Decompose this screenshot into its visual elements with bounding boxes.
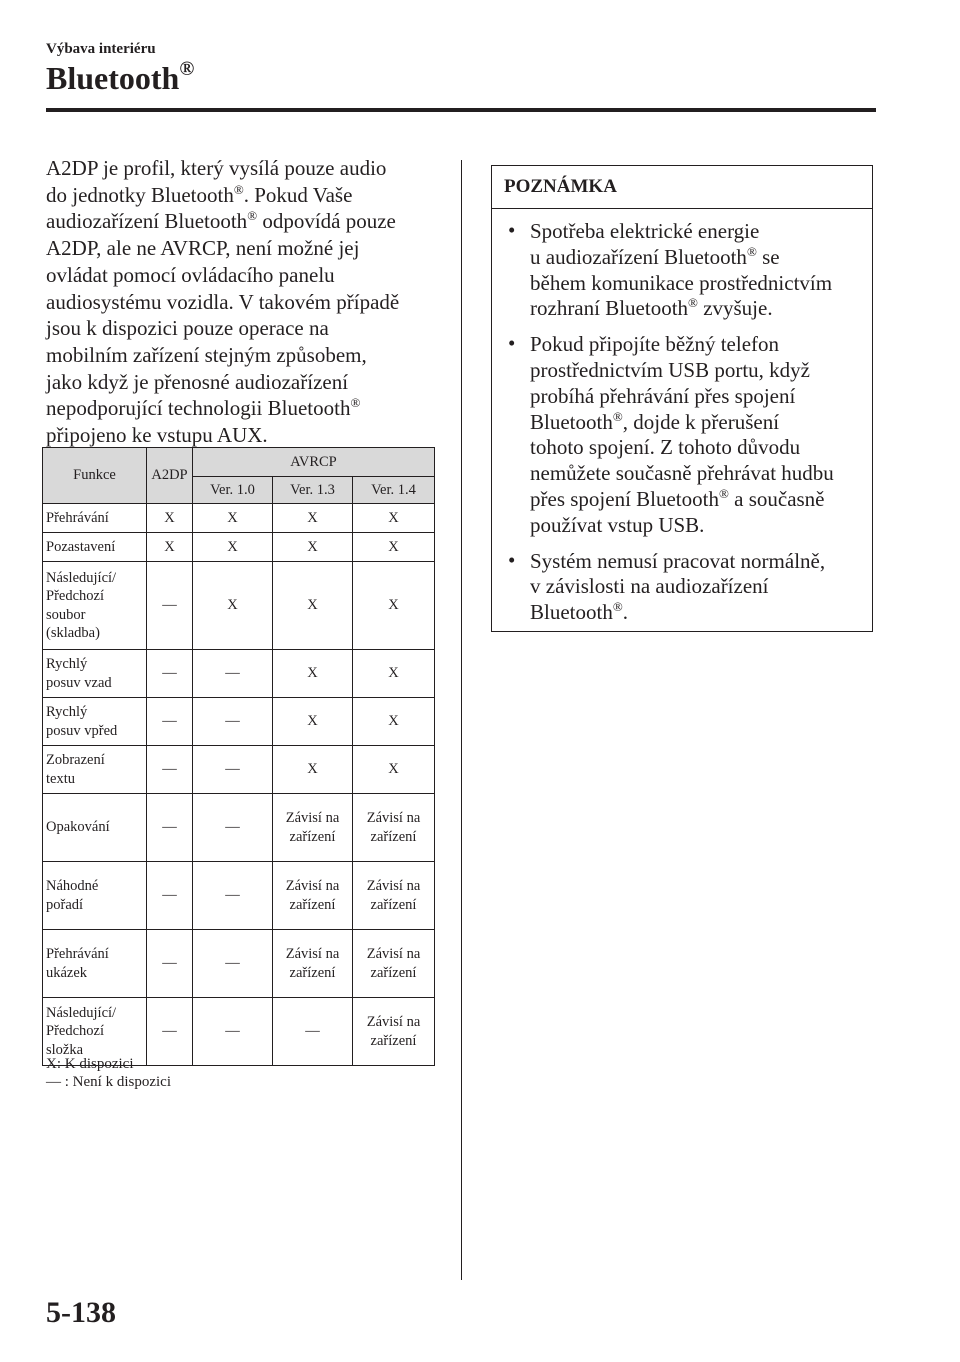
value-cell: — <box>193 930 273 998</box>
value-cell: Závisí na zařízení <box>353 930 435 998</box>
table-row <box>43 533 435 562</box>
page-title-text: Bluetooth <box>46 60 180 96</box>
bullet: • <box>508 547 516 572</box>
table-row <box>43 698 435 746</box>
value-cell: — <box>147 746 193 794</box>
value-cell: — <box>147 862 193 930</box>
table-row <box>43 650 435 698</box>
function-cell: Následující/ Předchozí soubor (skladba) <box>43 562 147 650</box>
header-ver-1-0: Ver. 1.0 <box>193 477 273 504</box>
function-cell: Pozastavení <box>43 533 147 562</box>
bullet: • <box>508 331 516 356</box>
note-item: • Systém nemusí pracovat normálně, v závislosti na audiozařízení Bluetooth®. <box>508 547 826 625</box>
value-cell: X <box>353 504 435 533</box>
intro-line: audiozařízení Bluetooth® odpovídá pouze <box>46 208 396 234</box>
column-divider <box>461 160 462 1280</box>
value-cell: X <box>353 746 435 794</box>
value-cell: — <box>193 650 273 698</box>
legend-unavailable: — : Není k dispozici <box>46 1074 171 1090</box>
page-number: 5-138 <box>46 1296 116 1329</box>
intro-line: audiosystému vozidla. V takovém případě <box>46 289 400 314</box>
table-row <box>43 746 435 794</box>
value-cell: X <box>273 533 353 562</box>
value-cell: — <box>147 562 193 650</box>
value-cell: X <box>353 698 435 746</box>
table-row <box>43 562 435 650</box>
value-cell: X <box>353 562 435 650</box>
value-cell: Závisí na zařízení <box>273 862 353 930</box>
page-title <box>46 58 194 96</box>
note-box <box>491 165 873 632</box>
value-cell: — <box>147 698 193 746</box>
header-ver-1-4: Ver. 1.4 <box>353 477 435 504</box>
value-cell: X <box>193 533 273 562</box>
intro-line: jsou k dispozici pouze operace na <box>46 316 329 341</box>
header-ver-1-3: Ver. 1.3 <box>273 477 353 504</box>
function-cell: Zobrazení textu <box>43 746 147 794</box>
value-cell: X <box>273 698 353 746</box>
value-cell: — <box>193 794 273 862</box>
intro-line: do jednotky Bluetooth®. Pokud Vaše <box>46 181 353 207</box>
value-cell: Závisí na zařízení <box>353 998 435 1066</box>
value-cell: — <box>147 650 193 698</box>
value-cell: X <box>147 533 193 562</box>
intro-line: A2DP, ale ne AVRCP, není možné jej <box>46 236 360 261</box>
intro-line: jako když je přenosné audiozařízení <box>46 369 349 394</box>
function-cell: Náhodné pořadí <box>43 862 147 930</box>
note-item: • Pokud připojíte běžný telefon prostřednictvím USB portu, když probíhá přehrávání přes spojení Bluetooth®, dojde k přerušení tohoto spojení. Z tohoto důvodu nemůžete současně přehrávat hudbu přes spojení Bluetooth® a současně používat vstup USB. <box>508 331 834 537</box>
registered-mark: ® <box>179 58 195 80</box>
intro-line: ovládat pomocí ovládacího panelu <box>46 262 335 287</box>
value-cell: — <box>193 698 273 746</box>
note-list <box>492 209 872 626</box>
function-cell: Přehrávání <box>43 504 147 533</box>
value-cell: — <box>273 998 353 1066</box>
title-rule <box>46 108 876 112</box>
value-cell: X <box>353 650 435 698</box>
value-cell: Závisí na zařízení <box>273 794 353 862</box>
value-cell: X <box>353 533 435 562</box>
value-cell: X <box>273 650 353 698</box>
value-cell: X <box>193 562 273 650</box>
value-cell: X <box>147 504 193 533</box>
note-title: POZNÁMKA <box>492 166 872 209</box>
value-cell: X <box>273 504 353 533</box>
function-cell: Rychlý posuv vpřed <box>43 698 147 746</box>
intro-paragraph <box>46 155 446 449</box>
table-row <box>43 862 435 930</box>
value-cell: Závisí na zařízení <box>353 862 435 930</box>
header-funkce: Funkce <box>43 448 147 504</box>
header-a2dp: A2DP <box>147 448 193 504</box>
value-cell: X <box>193 504 273 533</box>
function-cell: Přehrávání ukázek <box>43 930 147 998</box>
function-cell: Rychlý posuv vzad <box>43 650 147 698</box>
function-cell: Opakování <box>43 794 147 862</box>
intro-line: A2DP je profil, který vysílá pouze audio <box>46 156 387 180</box>
intro-line: mobilním zařízení stejným způsobem, <box>46 342 367 367</box>
compatibility-table <box>42 447 435 1066</box>
value-cell: — <box>147 930 193 998</box>
table-row <box>43 504 435 533</box>
function-cell: Následující/ Předchozí složka <box>43 998 147 1066</box>
bullet: • <box>508 218 516 242</box>
value-cell: Závisí na zařízení <box>273 930 353 998</box>
legend-available: X: K dispozici <box>46 1056 134 1072</box>
value-cell: X <box>273 746 353 794</box>
header-avrcp: AVRCP <box>193 448 435 477</box>
intro-line: připojeno ke vstupu AUX. <box>46 423 268 448</box>
value-cell: Závisí na zařízení <box>353 794 435 862</box>
value-cell: — <box>147 794 193 862</box>
table-body <box>43 504 435 1066</box>
value-cell: X <box>273 562 353 650</box>
note-item: • Spotřeba elektrické energie u audiozařízení Bluetooth® se během komunikace prostřednictvím rozhraní Bluetooth® zvyšuje. <box>508 218 833 321</box>
table-row <box>43 930 435 998</box>
table-legend <box>46 1055 171 1091</box>
value-cell: — <box>193 998 273 1066</box>
section-label: Výbava interiéru <box>46 41 156 57</box>
value-cell: — <box>193 862 273 930</box>
value-cell: — <box>147 998 193 1066</box>
table-row <box>43 794 435 862</box>
intro-line: nepodporující technologii Bluetooth® <box>46 395 361 421</box>
value-cell: — <box>193 746 273 794</box>
